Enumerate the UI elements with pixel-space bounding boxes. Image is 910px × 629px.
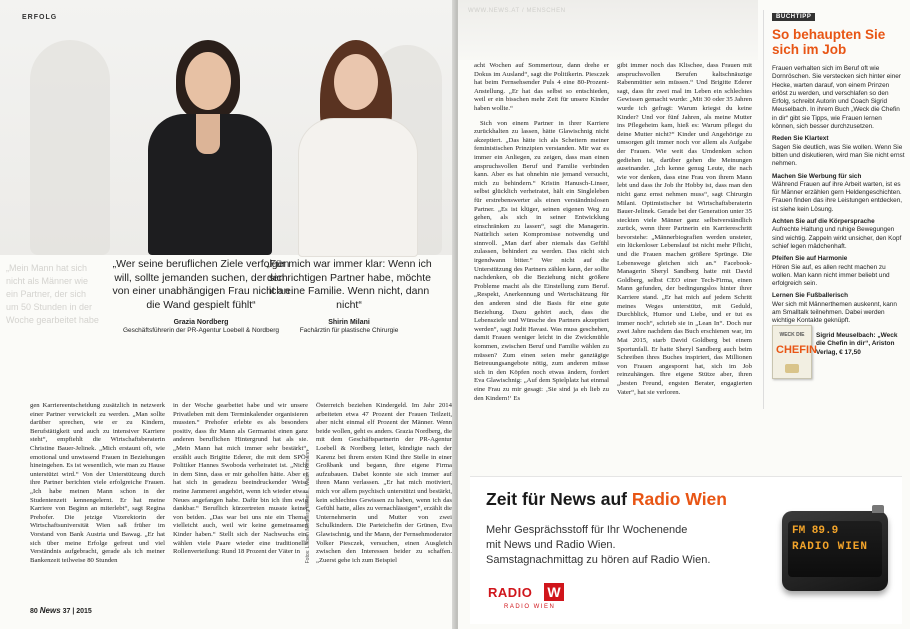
ad-copy: Mehr Gesprächsstoff für Ihr Wochenende mit News und Radio Wien. Samstagnachmittag zu hören auf Radio Wien. [486,524,711,566]
quote-text: „Für mich war immer klar: Wenn ich den richtigen Partner habe, möchte ich eine Familie. Wenn nicht, dann nicht“ [266,258,432,311]
buchtipp-tag: BUCHTIPP [772,13,815,21]
quote-author: Grazia Nordberg [173,319,229,326]
radio-device-image [782,511,888,591]
person-grazia-nordberg [140,40,280,255]
book-caption: Sigrid Meuselbach: „Weck die Chefin in dir“, Ariston Verlag, € 17,50 [816,332,898,356]
page-number: 80 [30,608,38,615]
quote-text: „Wer seine beruflichen Ziele verfolgen will, sollte jemanden suchen, der sich von einer unabhängigen Frau nicht an die Wand gespielt fühlt“ [112,258,290,311]
photo-credit: Fotos: Lisbeth Nordberg/Wolter.L., Walter Hofmann [305,450,311,564]
masthead: WWW.NEWS.AT / MENSCHEN [468,8,566,14]
quote-author-role: Geschäftsführerin der PR-Agentur Loebell & Nordberg [122,327,280,334]
article-column-3: Österreich beziehen Kindergeld. Im Jahr 2014 arbeiteten etwa 47 Prozent der Frauen Teilzeit, aber nicht einmal elf Prozent der Männer. Wenn beide wollen, geht es anders. Grazia Nordberg, die mit dem Geschäftspartnerin der PR-Agentur Loebell & Nordberg leitet, kündigte nach der Karenz bei ihrem ersten Kind ihre Stelle in einer Großbank und begann, ihre eigene Firma aufzubauen. Dabei konnte sie sich immer auf ihren Mann verlassen. „Er hat mich motiviert, mich vor allem psychisch unterstützt und bestärkt, kein schlechtes Gewissen zu haben, wenn ich das Gefühl hatte, alles zu vernachlässigen“, erzählt die Unternehmerin und Mutter von zwei Schulkindern. Die Parteichefin der Grünen, Eva Glawischnig, und ihr Mann, der Fernsehmoderator Volker Piesczek, versuchen, einen Ausgleich zwischen den Interessen beider zu schaffen. „Zuerst gehe ich zum Beispiel [316,402,452,564]
magazine-name: News [39,606,61,615]
quote-author: Shirin Milani [328,319,370,326]
radio-display-frequency: FM 89.9 [792,525,839,537]
ghost-text-block: „Mein Mann hat sich nicht als Männer wie ein Partner, der sich um 50 Stunden in der Woche gearbeitet habe [6,263,99,325]
article-column-2: in der Woche gearbeitet habe und wir unsere Privatleben mit dem Terminkalender organisieren mussten.“ Prehofer erlebte es als besonders positiv, dass ihr Mann als Germanist einen ganz anderen beruflichen Hintergrund hat als sie. „Mein Mann hat mich immer sehr bestärkt“, erzählt auch Brigitte Ederer, die mit dem SPÖ-Politiker Hannes Swoboda verheiratet ist. „Nicht in dem Sinn, dass er mir geholfen hätte. Aber er hat sich in geradezu beeindruckender Weise meine Jammerei angehört, wenn ich wieder etwas Neues angefangen habe. Dafür bin ich ihm ewig dankbar.“ Beruflich kürzertreten musste keiner von beiden. „Das war bei uns nie ein Thema, vielleicht auch, weil wir keine gemeinsamen Kinder haben.“ Stellt sich der Nachwuchs ein, wählen viele Paare wieder eine traditionelle Rollenverteilung: Rund 18 Prozent der Väter in [173,402,308,556]
buchtipp-box [763,10,906,409]
person-shirin-milani [292,40,422,255]
radio-wien-logo: RADIO W RADIO WIEN [486,582,570,614]
radio-wien-advertisement [470,476,902,624]
book-cover: WECK DIE CHEFIN [772,325,812,379]
pull-quote-milani [264,258,434,335]
radio-display-station: RADIO WIEN [792,541,869,553]
section-label: ERFOLG [22,14,58,21]
article-column-4: acht Wochen auf Sommertour, dann drehe er Dokus im Ausland“, sagt die Politikerin. Piesczek hat beim Fernsehsender Puls 4 eine 80-Prozent-Anstellung. „Er hat das selbst so entschieden, weil er ein bisschen mehr Zeit für unsere Kinder haben wollte.“ Sich von einem Partner in ihrer Karriere zurückhalten zu lassen, hätte Glawischnig nicht akzeptiert. „Das hätte ich als Scheitern meiner feministischen Prinzipien verstanden. Mir war es immer ein Anliegen, zu zeigen, dass man einen anspruchsvollen Beruf und Familie verbinden kann. Aber es hat ohnehin nie jemand versucht, mich zu behindern.“ Kristin Hanusch-Linser, selbst glücklich verheiratet, hält ein Singleleben für erstrebenswerter als einen verständnislosen Partner. „Es ist klüger, seinen eigenen Weg zu gehen, als sich in seiner Entwicklung einschränken zu lassen“, sagt die Managerin. Natürlich seien Kompromisse notwendig und sinnvoll. „Man darf aber niemals das Gefühl zulassen, behindert zu werden. Das rächt sich irgendwann bitter.“ Wer nicht auf die Unterstützung des Partners zählen kann, der sollte nachdenken, ob die Beziehung nicht größere Probleme macht als die Einstellung zum Beruf. „Respekt, Anerkennung und Wertschätzung für den anderen sind die Basis für eine gute Beziehung. Dazu gehört auch, dass die Lebensziele und Wünsche des Partners akzeptiert werden“, sagt Judit Havasi. Was muss geschehen, damit Frauen weniger leicht in die Zwickmühle kommen, zwischen Beruf und Familie wählen zu müssen? Zum einen seien mehr ganztägige Betreuungsangebote nötig, zum anderen müsse sich in den Köpfen noch etwas ändern, fordert Eva Glawischnig: „Auf dem Spielplatz hat einmal eine Frau zu mir gesagt: ‚Sie sind ja eh lieb zu den Kindern!‘ Es [474,62,609,402]
article-column-1: gen Karriereentscheidung zusätzlich in netzwerk einer Partner verwickelt zu werden. „Man sollte darüber sprechen, wie er zu Kindern, Berufstätigkeit und auch zu intensiver Karriere steht“, empfiehlt die Wirtschaftsberaterin Christine Bauer-Jelinek. „Mich erstaunt oft, wie emotional und unwissend Frauen in Beziehungen hineingehen. Es ist wesentlich, wie man zu Hause unterstützt wird.“ Von der Unterstützung durch ihre Partner berichten viele erfolgreiche Frauen. „Ich habe meinen Mann schon in der Studentenzeit kennengelernt. Er hat meine Karriere von Beginn an miterlebt“, sagt Regina Prehofer. Die jetzige Vizerektorin der Wirtschaftsuniversität Wien saß früher im Vorstand von Bank Austria und Bawag. „Er hat sich über meine Erfolge gefreut und viel Verständnis aufgebracht, gerade als ich meiner Bankenzeit teilweise 80 Stunden [30,402,165,564]
buchtipp-title: So behaupten Sie sich im Job [772,27,886,57]
ghost-figure-left [30,40,110,255]
page-folio [30,606,92,615]
ad-headline: Zeit für News auf Radio Wien [486,489,727,509]
right-page [458,0,910,629]
article-column-5: gibt immer noch das Klischee, dass Frauen mit anspruchsvollen Berufen kaltschnäuzige Rabenmütter sein müssen.“ Und Brigitte Ederer sagt, dass ihr zwei mal im Leben ein schlechtes Gewissen gemacht wurde: „Mit 30 oder 35 Jahren wurde ich gefragt: Warum kriegst du keine Kinder? Und vor fünf Jahren, als meine Mutter ins Pflegeheim kam, hieß es: Warum pflegst du deine Mutter nicht?“ Kinder und Angehörige zu umsorgen gilt immer noch vor allem als Aufgabe der Frauen. Wie weit das Umdenken schon gediehen ist, darüber gehen die Meinungen auseinander. „Ich kenne genug Leute, die nach wie vor denken, dass eine Frau von ihrem Mann lebt und dass ihr Job ihr Hobby ist, dass man den nicht ganz ernst nehmen muss“, sagt Chirurgin Milani. Optimistischer ist Wirtschaftsberaterin Bauer-Jelinek. Gerade bei der Generation unter 35 steckten viele Männer ganz selbstverständlich zurück, wenn ihrer Partnerin ein Karriereschritt bevorstehe: „Männerbiografien werden unsteter, ein lückenloser Lebenslauf ist nicht mehr Pflicht, und die Frauen machen größere Sprünge. Die Lebenswege gleichen sich an.“ Facebook-Managerin Sheryl Sandberg hatte mit David Goldberg, selbst CEO einer Tech-Firma, einen Mann gefunden, der bedingungslos hinter ihrer Karriere stand. „Er hat mich auf jedem Schritt meines Weges unterstützt, mit Geduld, Durchblick, Humor und Liebe, und er tut es immer noch“, schrieb sie in „Lean In“. Doch nur zwei Jahre nachdem das Buch erschienen war, im Mai 2015, starb David Goldberg bei einem Sportunfall. Er hatte Sheryl Sandberg auch beim Schreiben ihres Buches inspiriert, das Millionen von Frauen angespornt hat, sich im Job reinzuhängen. Ihre eigene Stütze aber, ihren „besten Freund, engsten Berater, engagierten Vater“, hat sie verloren. [617,62,752,396]
portrait-photo [0,0,456,255]
quote-author-role: Fachärztin für plastische Chirurgie [299,327,399,334]
issue-number: 37 | 2015 [62,608,92,615]
buchtipp-body: Frauen verhalten sich im Beruf oft wie Dornröschen. Sie verstecken sich hinter einer Hecke, warten darauf, von einem Prinzen erlöst zu werden, und verschlafen so den Erfolg, schreibt Autorin und Coach Sigrid Meuselbach. In ihrem Buch „Weck die Chefin in dir“ gibt sie Tipps, wie Frauen lernen können, sich besser durchzusetzen. Reden Sie Klartext Sagen Sie deutlich, was Sie wollen. Wenn Sie bitten und diskutieren, wird man Sie nicht ernst nehmen. Machen Sie Werbung für sich Während Frauen auf ihre Arbeit warten, ist es für Männer erzählen gern Heldengeschichten. Frauen finden das ihre Leistungen entdecken, ist siehe kein Lösung. Achten Sie auf die Körpersprache Aufrechte Haltung und ruhige Bewegungen sind wichtig. Zappeln wirkt unsicher, den Kopf schief legen mädchenhaft. Pfeifen Sie auf Harmonie Hören Sie auf, es allen recht machen zu wollen. Man kann nicht immer beliebt und erfolgreich sein. Lernen Sie Fußballerisch Wer sich mit Männerthemen auskennt, kann am Smalltalk teilnehmen. Dabei werden wichtige Kontakte geknüpft. [772,65,905,325]
